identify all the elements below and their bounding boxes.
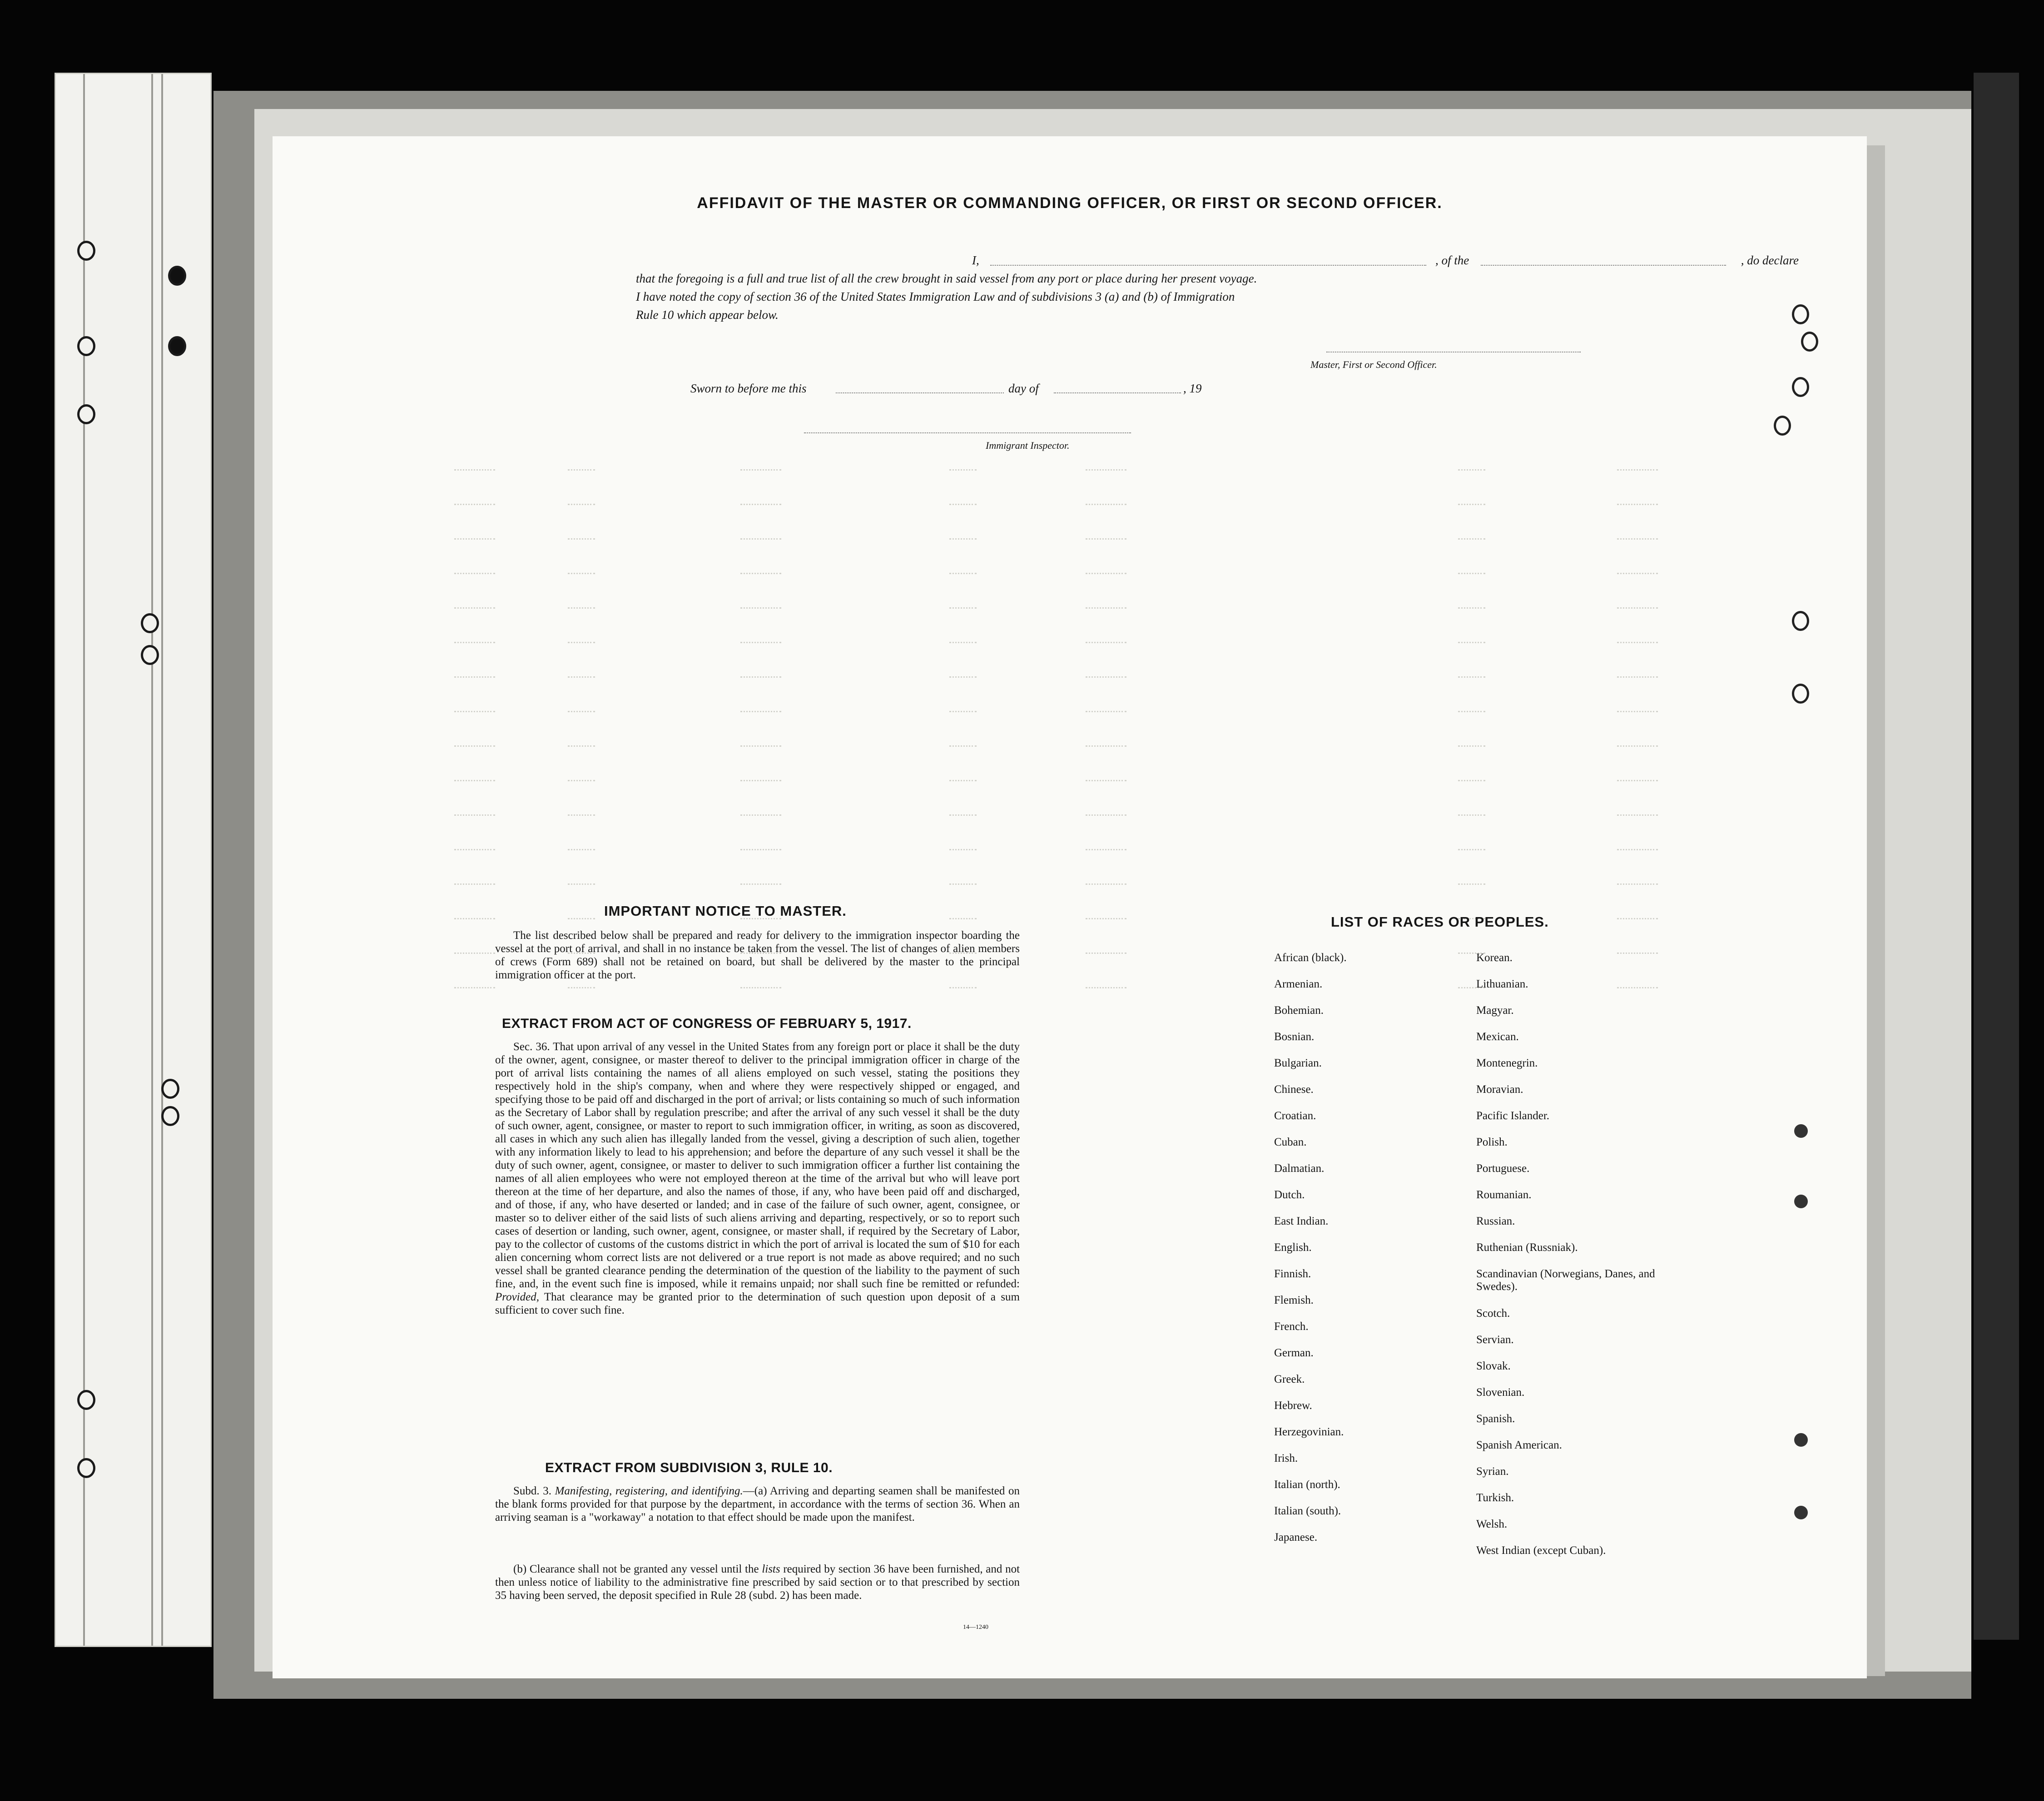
sworn-blank bbox=[836, 382, 1004, 393]
binder-hole bbox=[161, 1079, 179, 1099]
race-item: Dutch. bbox=[1274, 1189, 1305, 1201]
race-item: Flemish. bbox=[1274, 1294, 1314, 1306]
binder-hole bbox=[141, 645, 159, 665]
page-punch bbox=[1794, 1124, 1808, 1138]
inspector-label: Immigrant Inspector. bbox=[986, 440, 1070, 451]
page-punch bbox=[1794, 1506, 1808, 1519]
binder-hole bbox=[77, 241, 95, 261]
binder-hole bbox=[168, 266, 186, 286]
binder-hole bbox=[168, 336, 186, 356]
race-item: Finnish. bbox=[1274, 1268, 1311, 1280]
affidavit-i: I, bbox=[972, 253, 979, 267]
binder-hole bbox=[77, 1390, 95, 1410]
month-blank bbox=[1054, 382, 1181, 393]
race-item: Mexican. bbox=[1476, 1031, 1519, 1043]
page-ring bbox=[1792, 684, 1809, 704]
ghost-row bbox=[454, 668, 1867, 684]
ghost-row bbox=[454, 461, 1867, 476]
ghost-row bbox=[454, 806, 1867, 822]
race-item: Polish. bbox=[1476, 1136, 1508, 1148]
signature-line bbox=[1326, 341, 1581, 352]
race-item: Moravian. bbox=[1476, 1083, 1523, 1096]
race-item: Turkish. bbox=[1476, 1492, 1514, 1504]
binder-hole bbox=[77, 404, 95, 424]
vessel-blank bbox=[1481, 254, 1726, 266]
sworn-label: Sworn to before me this bbox=[690, 382, 807, 395]
notice-title: IMPORTANT NOTICE TO MASTER. bbox=[604, 903, 847, 919]
page-ring bbox=[1792, 611, 1809, 631]
race-item: Ruthenian (Russniak). bbox=[1476, 1241, 1578, 1254]
race-item: Roumanian. bbox=[1476, 1189, 1532, 1201]
race-item: Dalmatian. bbox=[1274, 1162, 1325, 1175]
race-item: East Indian. bbox=[1274, 1215, 1329, 1227]
race-item: Slovenian. bbox=[1476, 1386, 1525, 1399]
race-item: Italian (south). bbox=[1274, 1505, 1341, 1517]
race-item: Bulgarian. bbox=[1274, 1057, 1322, 1069]
race-item: Pacific Islander. bbox=[1476, 1110, 1550, 1122]
page-ring bbox=[1801, 332, 1818, 352]
race-item: German. bbox=[1274, 1347, 1314, 1359]
affidavit-text bbox=[636, 251, 1799, 324]
page-ring bbox=[1792, 377, 1809, 397]
race-item: Korean. bbox=[1476, 952, 1513, 964]
subdivision-a: Subd. 3. Manifesting, registering, and identifying.—(a) Arriving and departing seamen shall be manifested on the blank forms provided for that purpose by the department, in accordance with the terms of section 36. When an arriving seaman is a "workaway" a notation to that effect should be made upon the manifest. bbox=[495, 1485, 1020, 1523]
binder-hole bbox=[77, 1458, 95, 1478]
affidavit-line-3: I have noted the copy of section 36 of the United States Immigration Law and of subdivisions 3 (a) and (b) of Immigration bbox=[636, 290, 1235, 303]
ghost-row bbox=[454, 530, 1867, 546]
race-item: Italian (north). bbox=[1274, 1479, 1340, 1491]
affidavit-do-declare: , do declare bbox=[1741, 253, 1799, 267]
act-title: EXTRACT FROM ACT OF CONGRESS OF FEBRUARY 5, 1917. bbox=[502, 1016, 912, 1031]
race-item: Magyar. bbox=[1476, 1004, 1514, 1017]
ghost-row bbox=[454, 737, 1867, 753]
year-label: , 19 bbox=[1183, 382, 1202, 395]
right-binder bbox=[1974, 73, 2019, 1640]
race-item: French. bbox=[1274, 1320, 1309, 1333]
race-item: Hebrew. bbox=[1274, 1399, 1312, 1412]
ghost-row bbox=[454, 703, 1867, 718]
race-item: English. bbox=[1274, 1241, 1312, 1254]
race-item: Irish. bbox=[1274, 1452, 1298, 1464]
page-ring bbox=[1792, 304, 1809, 324]
page-edge bbox=[1867, 145, 1885, 1676]
subdivision-title: EXTRACT FROM SUBDIVISION 3, RULE 10. bbox=[545, 1460, 833, 1475]
race-item: Portuguese. bbox=[1476, 1162, 1530, 1175]
binder-hole bbox=[77, 336, 95, 356]
act-body: Sec. 36. That upon arrival of any vessel in the United States from any foreign port or place it shall be the duty of the owner, agent, consignee, or master thereof to deliver to the principal immigration officer in charge of the port of arrival lists containing the names of all aliens employed on such vessel, stating the positions they respectively hold in the ship's company, when and where they were respectively shipped or engaged, and specifying those to be paid off and discharged in the port of arrival; or lists containing so much of such information as the Secretary of Labor shall by regulation prescribe; and after the arrival of any such vessel it shall be the duty of such owner, agent, consignee, or master to report to such immigration officer, in writing, as soon as discovered, all cases in which any such alien has illegally landed from the vessel, giving a description of such alien, together with any information likely to lead to his apprehension; and before the departure of any such vessel it shall be the duty of such owner, agent, consignee, or master to deliver to such immigration officer a further list containing the names of all alien employees who were not employed thereon at the time of the arrival but who will leave port thereon at the time of her departure, and also the names of those, if any, who have been paid off and discharged, and of those, if any, who have deserted or landed; and in case of the failure of such owner, agent, consignee, or master so to deliver either of the said lists of such aliens arriving and departing, respectively, or so to report such cases of desertion or landing, such owner, agent, consignee, or master shall, if required by the Secretary of Labor, pay to the collector of customs of the customs district in which the port of arrival is located the sum of $10 for each alien concerning whom correct lists are not delivered or a true report is not made as above required; and no such vessel shall be granted clearance pending the determination of the question of the liability to the payment of such fine, and, in the event such fine is imposed, while it remains unpaid; nor shall such fine be remitted or refunded: Provided, That clearance may be granted prior to the determination of such question upon deposit of a sum sufficient to cover such fine. bbox=[495, 1041, 1020, 1316]
race-item: Bohemian. bbox=[1274, 1004, 1324, 1017]
race-item: Greek. bbox=[1274, 1373, 1305, 1385]
affidavit-of-the: , of the bbox=[1435, 253, 1469, 267]
name-blank bbox=[990, 254, 1426, 266]
race-item: Welsh. bbox=[1476, 1518, 1508, 1530]
race-item: Spanish. bbox=[1476, 1413, 1515, 1425]
document-page bbox=[273, 136, 1867, 1678]
ghost-row bbox=[454, 599, 1867, 615]
race-item: Syrian. bbox=[1476, 1465, 1509, 1478]
form-number: 14—1240 bbox=[963, 1624, 988, 1631]
race-item: Scandinavian (Norwegians, Danes, and Swedes). bbox=[1476, 1268, 1655, 1293]
race-item: Croatian. bbox=[1274, 1110, 1316, 1122]
ghost-row bbox=[454, 841, 1867, 856]
page-ring bbox=[1774, 416, 1791, 436]
ghost-row bbox=[454, 496, 1867, 511]
binder-strip bbox=[55, 73, 212, 1647]
races-left-column bbox=[1274, 952, 1347, 1558]
page-punch bbox=[1794, 1195, 1808, 1208]
inspector-line bbox=[804, 422, 1131, 433]
race-item: Chinese. bbox=[1274, 1083, 1314, 1096]
race-item: West Indian (except Cuban). bbox=[1476, 1544, 1606, 1557]
ghost-row bbox=[454, 772, 1867, 787]
race-item: Japanese. bbox=[1274, 1531, 1318, 1543]
races-title: LIST OF RACES OR PEOPLES. bbox=[1331, 914, 1549, 930]
master-signature-label: Master, First or Second Officer. bbox=[1310, 359, 1437, 370]
affidavit-line-2: that the foregoing is a full and true list of all the crew brought in said vessel from any port or place during her present voyage. bbox=[636, 272, 1257, 285]
race-item: Montenegrin. bbox=[1476, 1057, 1538, 1069]
race-item: Cuban. bbox=[1274, 1136, 1307, 1148]
race-item: Bosnian. bbox=[1274, 1031, 1315, 1043]
race-item: Scotch. bbox=[1476, 1307, 1510, 1320]
binder-hole bbox=[161, 1106, 179, 1126]
races-right-column bbox=[1476, 952, 1690, 1571]
race-item: Lithuanian. bbox=[1476, 978, 1528, 990]
ghost-row bbox=[454, 634, 1867, 649]
race-item: African (black). bbox=[1274, 952, 1347, 964]
subdivision-b: (b) Clearance shall not be granted any vessel until the lists required by section 36 have been furnished, and not then unless notice of liability to the administrative fine prescribed by said section or to that prescribed by section 35 having been served, the deposit specified in Rule 28 (subd. 2) has been made. bbox=[495, 1563, 1020, 1602]
binder-hole bbox=[141, 613, 159, 633]
race-item: Armenian. bbox=[1274, 978, 1323, 990]
race-item: Herzegovinian. bbox=[1274, 1426, 1344, 1438]
page-punch bbox=[1794, 1433, 1808, 1447]
notice-body: The list described below shall be prepared and ready for delivery to the immigration inspector boarding the vessel at the port of arrival, and shall in no instance be taken from the vessel. The list of changes of alien members of crews (Form 689) shall not be retained on board, but shall be delivered by the master to the principal immigration officer at the port. bbox=[495, 929, 1020, 981]
affidavit-line-4: Rule 10 which appear below. bbox=[636, 308, 779, 322]
race-item: Slovak. bbox=[1476, 1360, 1511, 1372]
race-item: Spanish American. bbox=[1476, 1439, 1562, 1451]
ghost-row bbox=[454, 565, 1867, 580]
ghost-row bbox=[454, 875, 1867, 891]
race-item: Russian. bbox=[1476, 1215, 1515, 1227]
day-of-label: day of bbox=[1008, 382, 1039, 395]
race-item: Servian. bbox=[1476, 1334, 1514, 1346]
affidavit-title: AFFIDAVIT OF THE MASTER OR COMMANDING OFFICER, OR FIRST OR SECOND OFFICER. bbox=[697, 194, 1443, 212]
